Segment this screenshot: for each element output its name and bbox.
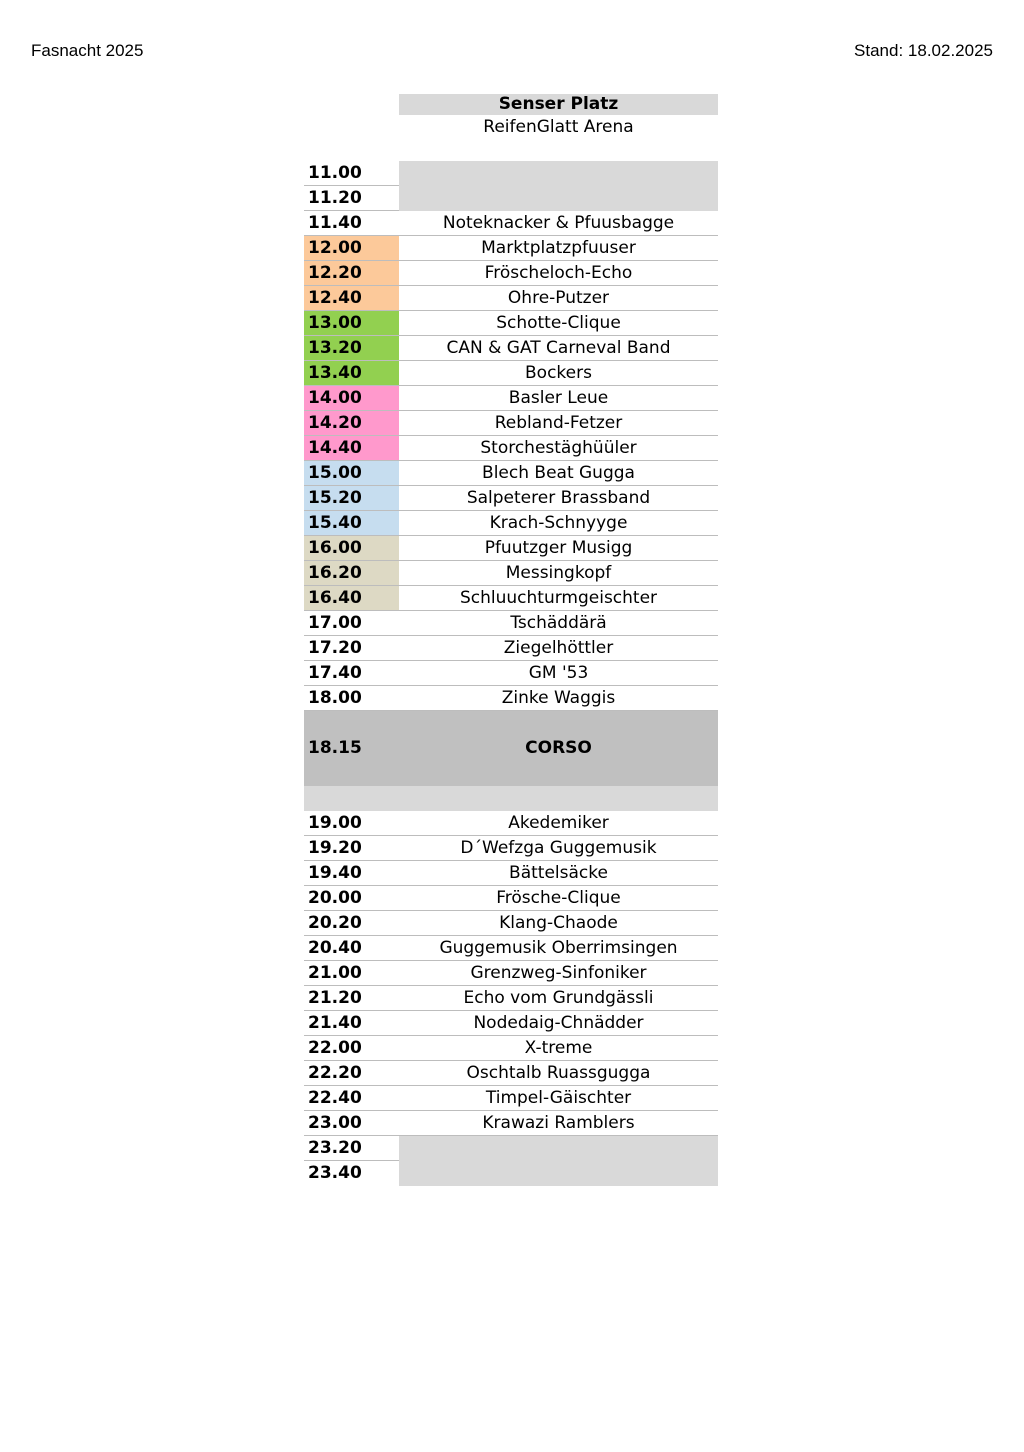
time-cell: 13.20 [304,336,399,361]
table-row [304,686,718,711]
table-row [304,636,718,661]
table-row [304,586,718,611]
table-row [304,386,718,411]
table-row [304,311,718,336]
time-cell: 16.20 [304,561,399,586]
act-cell: Echo vom Grundgässli [399,986,718,1011]
act-cell [399,186,718,211]
time-cell: 12.00 [304,236,399,261]
time-cell: 11.40 [304,211,399,236]
table-row [304,986,718,1011]
act-cell: Bockers [399,361,718,386]
act-cell: Blech Beat Gugga [399,461,718,486]
table-row [304,161,718,186]
act-cell: Fröscheloch-Echo [399,261,718,286]
act-cell: D´Wefzga Guggemusik [399,836,718,861]
act-cell: CAN & GAT Carneval Band [399,336,718,361]
table-row [304,261,718,286]
act-cell: Frösche-Clique [399,886,718,911]
act-cell: Noteknacker & Pfuusbagge [399,211,718,236]
act-cell: Ohre-Putzer [399,286,718,311]
table-row [304,486,718,511]
time-cell: 12.20 [304,261,399,286]
act-cell: Klang-Chaode [399,911,718,936]
table-row [304,561,718,586]
table-row [304,1011,718,1036]
time-cell: 15.20 [304,486,399,511]
time-cell: 15.00 [304,461,399,486]
time-cell: 22.20 [304,1061,399,1086]
time-cell: 19.20 [304,836,399,861]
table-row [304,1036,718,1061]
act-cell [399,1136,718,1161]
time-cell: 17.20 [304,636,399,661]
act-cell: Pfuutzger Musigg [399,536,718,561]
time-cell: 11.00 [304,161,399,186]
doc-title: Fasnacht 2025 [31,41,144,60]
time-cell: 14.00 [304,386,399,411]
act-cell: CORSO [525,738,592,758]
table-row [304,811,718,836]
venue-subtitle: ReifenGlatt Arena [483,117,634,137]
time-cell: 17.40 [304,661,399,686]
table-row [304,886,718,911]
table-row [304,536,718,561]
break-row [304,786,718,811]
table-row [304,461,718,486]
time-cell: 21.40 [304,1011,399,1036]
time-cell: 20.20 [304,911,399,936]
act-cell [399,161,718,186]
act-cell: Messingkopf [399,561,718,586]
act-cell: Bättelsäcke [399,861,718,886]
table-row [304,911,718,936]
act-cell: Ziegelhöttler [399,636,718,661]
table-row [304,1136,718,1161]
time-cell: 21.00 [304,961,399,986]
time-cell: 23.00 [304,1111,399,1136]
act-cell [399,1161,718,1186]
act-cell: Guggemusik Oberrimsingen [399,936,718,961]
table-row [304,861,718,886]
act-cell: Grenzweg-Sinfoniker [399,961,718,986]
act-cell: Akedemiker [399,811,718,836]
table-row [304,336,718,361]
act-cell: GM '53 [399,661,718,686]
table-row [304,936,718,961]
time-cell: 20.00 [304,886,399,911]
table-row [304,361,718,386]
time-cell: 16.00 [304,536,399,561]
act-cell: Schotte-Clique [399,311,718,336]
table-row [304,186,718,211]
revision-date: Stand: 18.02.2025 [854,41,993,60]
time-cell: 17.00 [304,611,399,636]
table-row [304,511,718,536]
act-cell: Oschtalb Ruassgugga [399,1061,718,1086]
table-row [304,1111,718,1136]
act-cell: X-treme [399,1036,718,1061]
act-cell: Salpeterer Brassband [399,486,718,511]
act-cell: Nodedaig-Chnädder [399,1011,718,1036]
time-cell: 20.40 [304,936,399,961]
time-cell: 12.40 [304,286,399,311]
time-cell: 21.20 [304,986,399,1011]
table-row [304,286,718,311]
time-cell: 23.20 [304,1136,399,1161]
time-cell: 18.15 [308,738,362,758]
table-row [304,836,718,861]
act-cell: Rebland-Fetzer [399,411,718,436]
time-cell: 15.40 [304,511,399,536]
corso-row [304,711,718,786]
table-row [304,411,718,436]
time-cell: 19.00 [304,811,399,836]
time-cell: 22.00 [304,1036,399,1061]
table-row [304,211,718,236]
time-cell: 11.20 [304,186,399,211]
time-cell: 16.40 [304,586,399,611]
act-cell: Basler Leue [399,386,718,411]
time-cell: 13.40 [304,361,399,386]
act-cell: Tschäddärä [399,611,718,636]
schedule-table [304,94,718,1186]
time-cell: 14.40 [304,436,399,461]
time-cell: 23.40 [308,1163,362,1183]
table-row [304,236,718,261]
act-cell: Krawazi Ramblers [399,1111,718,1136]
table-row [304,436,718,461]
act-cell: Zinke Waggis [399,686,718,711]
time-cell: 13.00 [304,311,399,336]
time-cell: 18.00 [304,686,399,711]
act-cell: Storchestäghüüler [399,436,718,461]
time-cell: 19.40 [304,861,399,886]
act-cell: Timpel-Gäischter [399,1086,718,1111]
time-cell: 14.20 [304,411,399,436]
table-row [304,1061,718,1086]
table-row [304,611,718,636]
venue-name: Senser Platz [399,94,718,115]
table-row [304,661,718,686]
table-row [304,1161,718,1186]
act-cell: Schluuchturmgeischter [399,586,718,611]
time-cell: 22.40 [304,1086,399,1111]
table-row [304,1086,718,1111]
act-cell: Krach-Schnyyge [399,511,718,536]
table-row [304,961,718,986]
act-cell: Marktplatzpfuuser [399,236,718,261]
